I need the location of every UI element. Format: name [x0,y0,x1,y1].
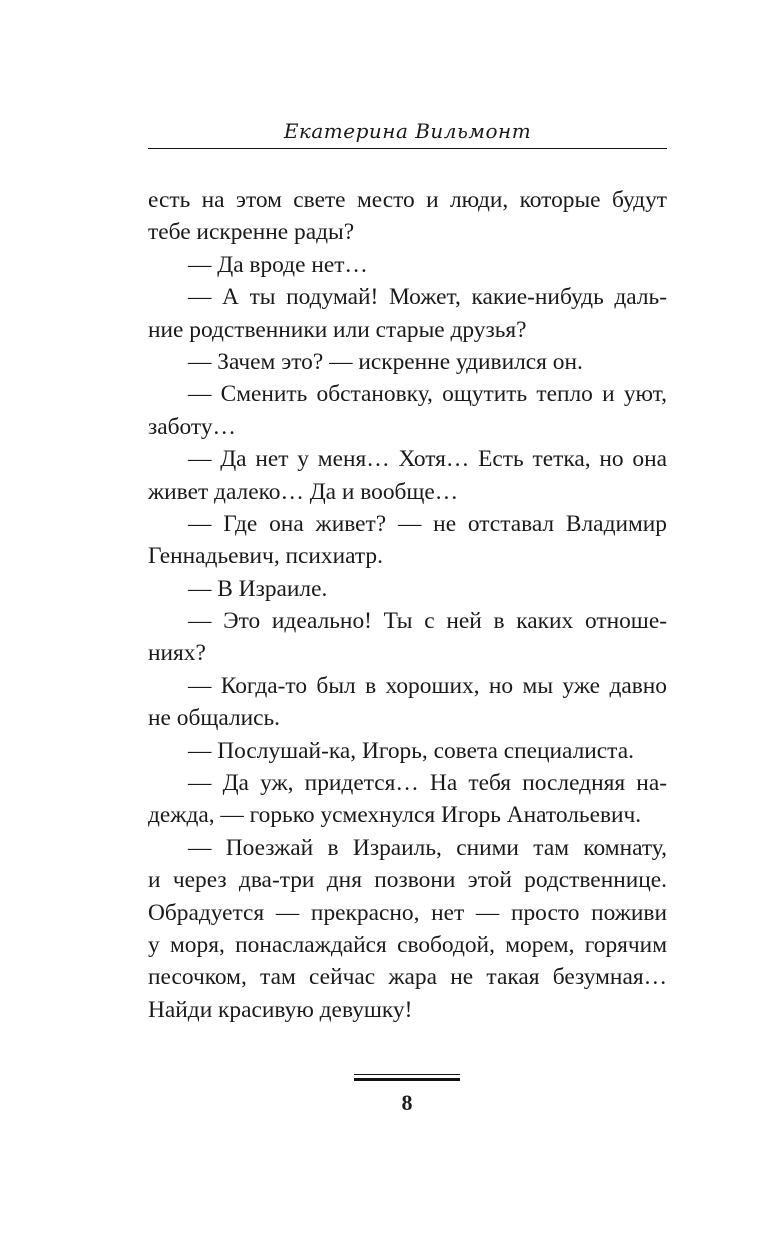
text-line: — Когда-то был в хороших, но мы уже давно [188,672,667,699]
text-line: заботу… [148,413,236,440]
body-text [148,184,667,1026]
text-line: песочком, там сейчас жара не такая безумная… [148,964,667,991]
text-line: тебе искренне рады? [148,219,355,246]
text-line: — Где она живет? — не отставал Владимир [188,510,667,537]
text-line: Геннадьевич, психиатр. [148,543,383,570]
folio-rule-thick [354,1078,460,1081]
running-head: Екатерина Вильмонт [283,119,532,143]
text-line: есть на этом свете место и люди, которые будут [148,187,667,213]
text-line: — Да нет у меня… Хотя… Есть тетка, но она [188,446,667,473]
text-line: у моря, понаслаждайся свободой, морем, горячим [148,931,667,958]
text-line: — Сменить обстановку, ощутить тепло и уют, [188,381,667,408]
text-line: и через два-три дня позвони этой родственнице. [148,867,667,894]
folio-rule-thin [354,1074,460,1075]
text-line: — Да уж, придется… На тебя последняя на- [188,770,667,797]
text-line: не общались. [148,705,281,732]
text-line: — Это идеально! Ты с ней в каких отноше- [188,608,667,635]
text-line: дежда, — горько усмехнулся Игорь Анатольевич. [148,802,642,829]
text-line: живет далеко… Да и вообще… [148,478,459,505]
text-line: ниях? [148,640,206,667]
page-number: 8 [401,1090,413,1115]
text-line: — Зачем это? — искренне удивился он. [188,348,583,375]
text-line: — Послушай-ка, Игорь, совета специалиста. [188,737,634,764]
text-line: — А ты подумай! Может, какие-нибудь даль- [188,284,667,311]
text-line: Обрадуется — прекрасно, нет — просто поживи [148,899,667,926]
text-line: ние родственники или старые друзья? [148,316,527,343]
text-line: — В Израиле. [188,575,328,602]
header-rule [148,148,667,149]
text-line: — Да вроде нет… [188,251,368,278]
text-line: Найди красивую девушку! [148,996,413,1023]
text-line: — Поезжай в Израиль, сними там комнату, [188,834,667,861]
